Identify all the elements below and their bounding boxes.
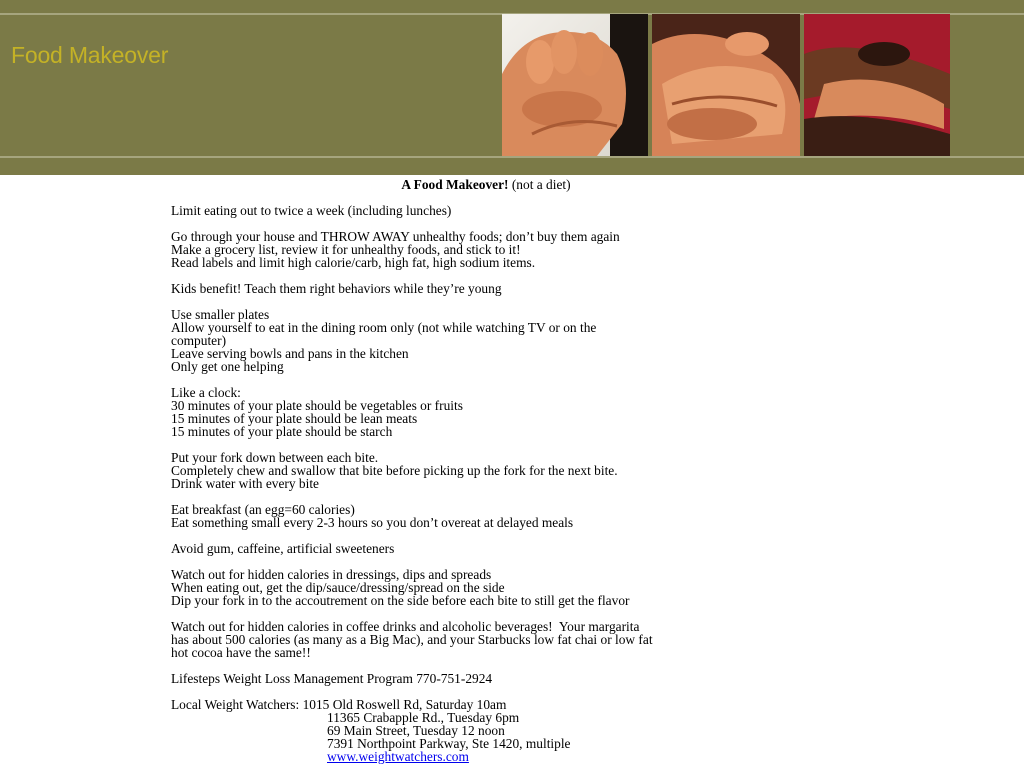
hands-photo-3: [804, 14, 950, 156]
tip-line: Put your fork down between each bite.: [171, 450, 379, 465]
tip-line: Make a grocery list, review it for unhealthy foods, and stick to it!: [171, 242, 521, 257]
tip-line: 15 minutes of your plate should be lean meats: [171, 411, 418, 426]
tip-line: has about 500 calories (as many as a Big Mac), and your Starbucks low fat chai or low fat: [171, 632, 653, 647]
heading-bold: A Food Makeover!: [401, 177, 509, 192]
header-banner: [0, 0, 1024, 175]
tip-line: Eat breakfast (an egg=60 calories): [171, 502, 355, 517]
tip-line: 30 minutes of your plate should be vegetables or fruits: [171, 398, 463, 413]
tip-line: Avoid gum, caffeine, artificial sweeteners: [171, 541, 395, 556]
weight-watchers-location: 69 Main Street, Tuesday 12 noon: [327, 723, 505, 738]
tip-line: Use smaller plates: [171, 307, 270, 322]
tip-line: computer): [171, 333, 227, 348]
hands-photo-2: [652, 14, 800, 156]
tip-line: 15 minutes of your plate should be starch: [171, 424, 393, 439]
document-body: [171, 178, 811, 763]
tip-line: Watch out for hidden calories in dressings, dips and spreads: [171, 567, 492, 582]
banner-bottom-rule: [0, 156, 1024, 158]
tip-line: Limit eating out to twice a week (including lunches): [171, 203, 452, 218]
weight-watchers-location: 11365 Crabapple Rd., Tuesday 6pm: [327, 710, 520, 725]
tip-line: Eat something small every 2-3 hours so you don’t overeat at delayed meals: [171, 515, 574, 530]
tip-line: Completely chew and swallow that bite before picking up the fork for the next bite.: [171, 463, 618, 478]
tip-line: Watch out for hidden calories in coffee drinks and alcoholic beverages! Your margarita: [171, 619, 640, 634]
tip-line: Lifesteps Weight Loss Management Program 770-751-2924: [171, 671, 493, 686]
weight-watchers-line: Local Weight Watchers: 1015 Old Roswell Rd, Saturday 10am: [171, 697, 507, 712]
weight-watchers-location: 7391 Northpoint Parkway, Ste 1420, multiple: [327, 736, 571, 751]
tip-line: Like a clock:: [171, 385, 241, 400]
tip-line: hot cocoa have the same!!: [171, 645, 311, 660]
heading-subtitle: (not a diet): [508, 177, 571, 192]
banner-title: Food Makeover: [11, 42, 169, 68]
tip-line: Read labels and limit high calorie/carb, high fat, high sodium items.: [171, 255, 536, 270]
tip-line: When eating out, get the dip/sauce/dressing/spread on the side: [171, 580, 505, 595]
tip-line: Go through your house and THROW AWAY unhealthy foods; don’t buy them again: [171, 229, 620, 244]
tips-list: [171, 204, 811, 698]
tip-line: Dip your fork in to the accoutrement on the side before each bite to still get the flavor: [171, 593, 630, 608]
tip-line: Drink water with every bite: [171, 476, 319, 491]
tip-line: Only get one helping: [171, 359, 284, 374]
document-heading: [161, 178, 811, 191]
tip-line: Kids benefit! Teach them right behaviors while they’re young: [171, 281, 502, 296]
hands-photo-1: [502, 14, 648, 156]
weightwatchers-link[interactable]: www.weightwatchers.com: [327, 749, 469, 764]
tip-line: Leave serving bowls and pans in the kitchen: [171, 346, 409, 361]
tip-line: Allow yourself to eat in the dining room only (not while watching TV or on the: [171, 320, 597, 335]
